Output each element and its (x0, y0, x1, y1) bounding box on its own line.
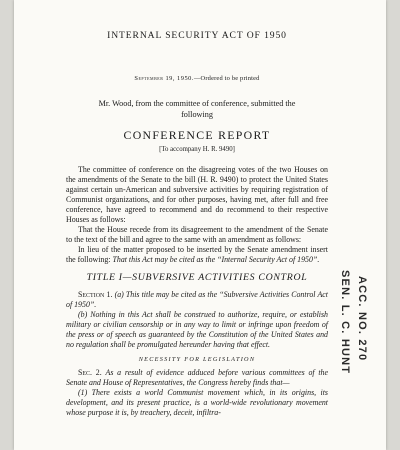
document-page (14, 0, 386, 450)
section-2 (66, 368, 328, 388)
stamp-line-2: ACC. NO. 270 (356, 276, 368, 362)
section-1a-text: (a) This title may be cited as the “Subversive Activities Control Act of 1950”. (66, 290, 328, 310)
section-1a (66, 290, 328, 310)
accession-stamp (332, 268, 376, 388)
section-1b: (b) Nothing in this Act shall be construed to authorize, require, or establish military or civilian censorship or in any way to limit or infringe upon freedom of the press or of speech as guaranteed by the Constitution of the United States and no regulation shall be promulgated hereunder having that effect. (66, 310, 328, 349)
document-content (66, 30, 328, 417)
submitted-by (66, 98, 328, 120)
report-heading: CONFERENCE REPORT (123, 128, 271, 143)
submitted-line-2: following (181, 110, 213, 120)
section-2-text: As a result of evidence adduced before various committees of the Senate and House of Representatives, the Congress hereby finds that— (66, 367, 328, 387)
section-2-label: Sec. 2. (78, 367, 102, 377)
ordered-to-be-printed: —Ordered to be printed (193, 75, 260, 82)
necessity-heading: NECESSITY FOR LEGISLATION (138, 355, 256, 363)
date: September 19, 1950. (134, 75, 194, 82)
title-i-heading: TITLE I—SUBVERSIVE ACTIVITIES CONTROL (86, 272, 308, 284)
accompany-note: [To accompany H. R. 9490] (159, 146, 235, 154)
dateline (66, 75, 328, 82)
submitted-line-1: Mr. Wood, from the committee of conference, submitted the (98, 99, 296, 108)
paragraph-recede: That the House recede from its disagreement to the amendment of the Senate to the text of the bill and agree to the same with an amendment as follows: (66, 224, 328, 244)
section-1-label: Section 1. (78, 290, 113, 300)
document-title: INTERNAL SECURITY ACT OF 1950 (107, 30, 287, 41)
section-2-item-1: (1) There exists a world Communist movement which, in its origins, its development, and its present practice, is a world-wide revolutionary movement whose purpose it is, by treachery, deceit, infiltra- (66, 387, 328, 417)
paragraph-committee: The committee of conference on the disagreeing votes of the two Houses on the amendments of the Senate to the bill (H. R. 9490) to protect the United States against certain un-American and subversive activities by requiring registration of Communist organizations, and for other purposes, having met, after full and free conference, have agreed to recommend and do recommend to their respective Houses as follows: (66, 165, 328, 224)
short-title-text: That this Act may be cited as the “Internal Security Act of 1950”. (112, 254, 320, 264)
in-lieu-text: In lieu of the matter proposed to be inserted by the Senate amendment insert the following: (66, 244, 328, 264)
accession-stamp-graphic (332, 268, 376, 388)
paragraph-in-lieu (66, 245, 328, 265)
stamp-line-1: SEN. L. C. HUNT (339, 270, 351, 375)
